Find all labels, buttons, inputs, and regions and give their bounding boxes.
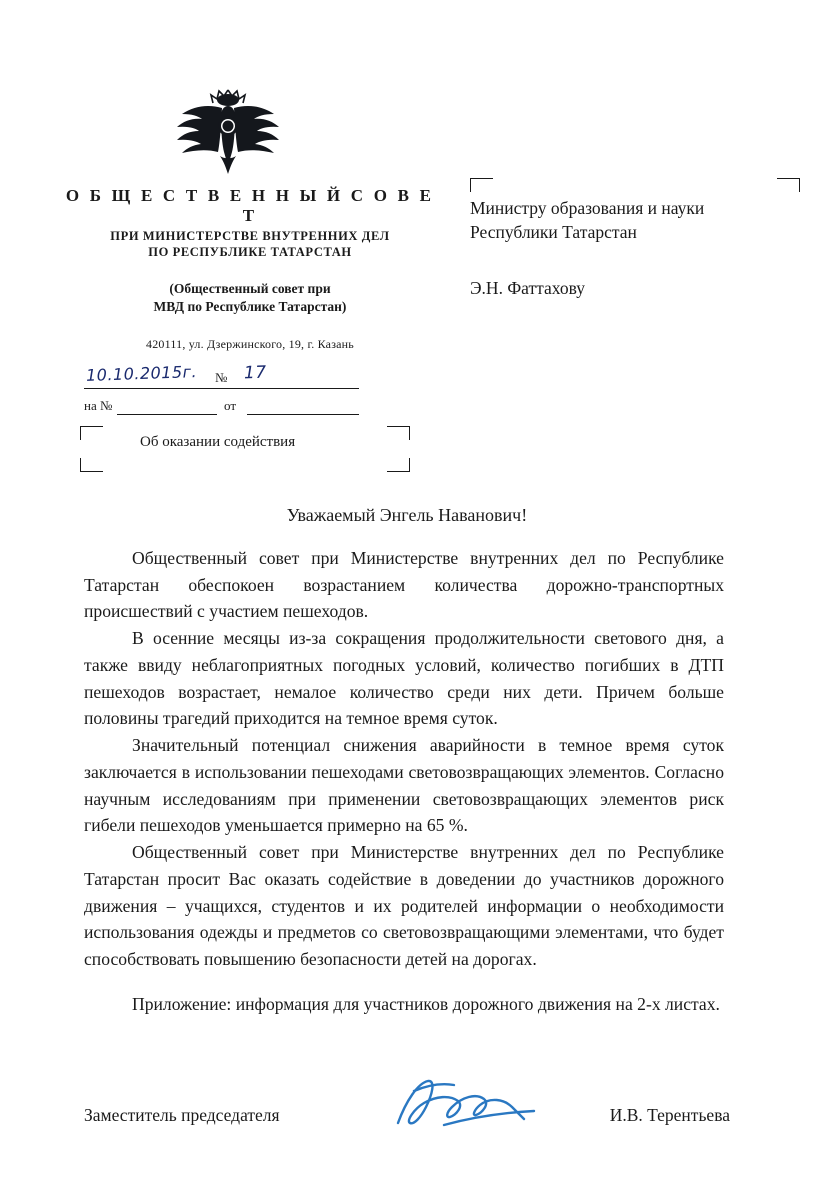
handwritten-signature-icon: [384, 1073, 554, 1135]
paragraph-3: Значительный потенциал снижения аварийности в темное время суток заключается в использовании пешеходами световозвращающих элементов. Согласно научным исследованиям при применении световозвращающих элементов риск гибели пешеходов уменьшается примерно на 65 %.: [84, 735, 724, 836]
registration-date-number: [84, 362, 359, 390]
addressee-line2: Республики Татарстан: [470, 222, 637, 243]
registration-number-label: №: [215, 370, 228, 385]
letterhead-title: О Б Щ Е С Т В Е Н Н Ы Й С О В Е Т: [65, 186, 435, 225]
subject-block: [80, 426, 410, 472]
police-eagle-emblem-icon: [168, 86, 288, 174]
reply-to-rule: [117, 414, 217, 415]
paragraph-1: Общественный совет при Министерстве внутренних дел по Республике Татарстан обеспокоен возрастанием количества дорожно-транспортных происшествий с участием пешеходов.: [84, 548, 724, 622]
registration-rule: [84, 388, 359, 389]
signer-position: Заместитель председателя: [84, 1105, 280, 1125]
addressee-person: Э.Н. Фаттахову: [470, 278, 585, 299]
addressee-corner-top-left: [470, 178, 493, 192]
letterhead-paren-line1: (Общественный совет при: [169, 281, 331, 297]
addressee-corner-top-right: [777, 178, 800, 192]
letterhead-subtitle-line1: ПРИ МИНИСТЕРСТВЕ ВНУТРЕННИХ ДЕЛ: [110, 229, 390, 244]
subject-corner-top-left: [80, 426, 103, 440]
reply-to-label: на №: [84, 398, 113, 413]
subject-corner-top-right: [387, 426, 410, 440]
registration-date-value: 10.10.2015г.: [85, 362, 198, 385]
letterhead: [60, 186, 440, 352]
reply-date-rule: [247, 414, 359, 415]
signature-row: [84, 1095, 730, 1135]
letterhead-subtitle-line2: ПО РЕСПУБЛИКЕ ТАТАРСТАН: [148, 244, 352, 259]
letterhead-address: 420111, ул. Дзержинского, 19, г. Казань: [146, 337, 354, 352]
greeting: Уважаемый Энгель Наванович!: [286, 505, 528, 525]
subject-corner-bottom-left: [80, 458, 103, 472]
subject-corner-bottom-right: [387, 458, 410, 472]
paragraph-2: В осенние месяцы из-за сокращения продолжительности светового дня, а также ввиду неблагоприятных погодных условий, количество погибших в ДТП пешеходов возрастает, немалое количество среди них дети. Причем больше половины трагедий приходится на темное время суток.: [84, 628, 724, 729]
registration-number-value: 17: [243, 362, 267, 384]
subject-text: Об оказании содействия: [140, 434, 296, 450]
reply-date-label: от: [224, 398, 237, 413]
paragraph-4: Общественный совет при Министерстве внутренних дел по Республике Татарстан просит Вас оказать содействие в доведении до участников дорожного движения – учащихся, студентов и их родителей информации о необходимости использования одежды и предметов со световозвращающими элементами, что будет способствовать повышению безопасности детей на дорогах.: [84, 842, 724, 970]
addressee-block: [470, 178, 800, 308]
attachment-note: Приложение: информация для участников дорожного движения на 2-х листах.: [132, 993, 720, 1014]
letter-body: [84, 545, 724, 1017]
signer-name: И.В. Терентьева: [609, 1105, 730, 1125]
addressee-line1: Министру образования и науки: [470, 198, 705, 218]
letterhead-paren-line2: МВД по Республике Татарстан): [153, 298, 347, 314]
